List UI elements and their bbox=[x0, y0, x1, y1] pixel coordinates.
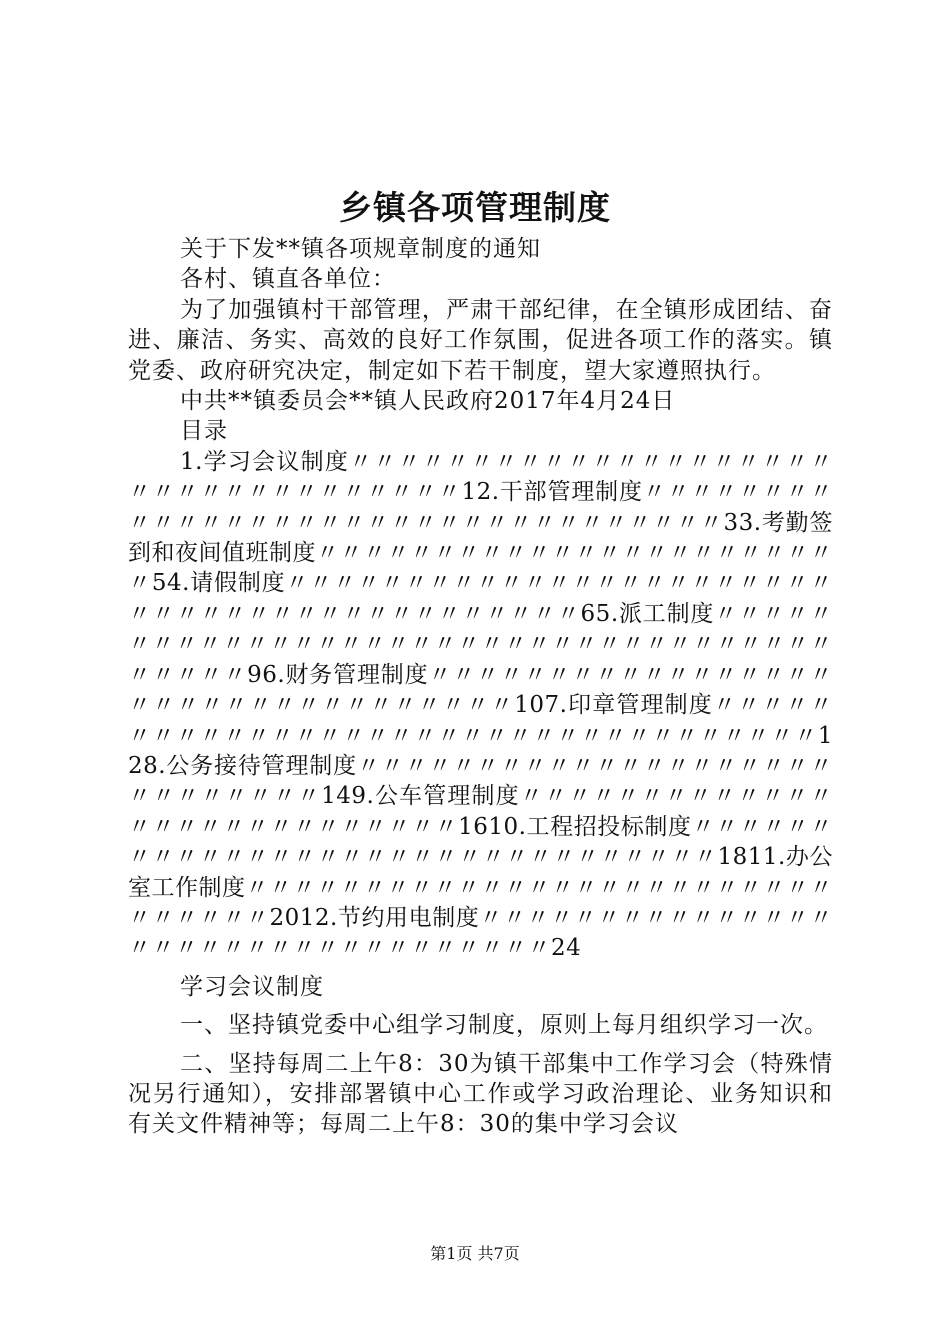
notice-title: 关于下发**镇各项规章制度的通知 bbox=[180, 236, 541, 262]
toc-heading: 目录 bbox=[180, 418, 228, 445]
intro-paragraph: 为了加强镇村干部管理，严肃干部纪律，在全镇形成团结、奋进、廉洁、务实、高效的良好工作氛围，促进各项工作的落实。镇党委、政府研究决定，制定如下若干制度，望大家遵照执行。 bbox=[128, 296, 833, 384]
signature-line: 中共**镇委员会**镇人民政府2017年4月24日 bbox=[180, 388, 676, 415]
paragraph-2: 二、坚持每周二上午8：30为镇干部集中工作学习会（特殊情况另行通知），安排部署镇中心工作或学习政治理论、业务知识和有关文件精神等；每周二上午8：30的集中学习会议 bbox=[128, 1050, 833, 1138]
addressee: 各村、镇直各单位： bbox=[180, 266, 396, 293]
section-heading: 学习会议制度 bbox=[180, 973, 324, 1000]
table-of-contents: 1.学习会议制度〃〃〃〃〃〃〃〃〃〃〃〃〃〃〃〃〃〃〃〃〃〃〃〃〃〃〃〃〃〃〃〃〃〃12.干部管理制度〃〃〃〃〃〃〃〃〃〃〃〃〃〃〃〃〃〃〃〃〃〃〃〃〃〃〃〃〃〃〃〃〃33.考勤签到和夜间值班制度〃〃〃〃〃〃〃〃〃〃〃〃〃〃〃〃〃〃〃〃〃〃〃54.请假制度〃〃〃〃〃〃〃〃〃〃〃〃〃〃〃〃〃〃〃〃〃〃〃〃〃〃〃〃〃〃〃〃〃〃〃〃〃〃〃〃〃〃65.派工制度〃〃〃〃〃〃〃〃〃〃〃〃〃〃〃〃〃〃〃〃〃〃〃〃〃〃〃〃〃〃〃〃〃〃〃〃〃〃〃〃96.财务管理制度〃〃〃〃〃〃〃〃〃〃〃〃〃〃〃〃〃〃〃〃〃〃〃〃〃〃〃〃〃〃〃〃〃107.印章管理制度〃〃〃〃〃〃〃〃〃〃〃〃〃〃〃〃〃〃〃〃〃〃〃〃〃〃〃〃〃〃〃〃〃〃128.公务接待管理制度〃〃〃〃〃〃〃〃〃〃〃〃〃〃〃〃〃〃〃〃〃〃〃〃〃〃〃〃149.公车管理制度〃〃〃〃〃〃〃〃〃〃〃〃〃〃〃〃〃〃〃〃〃〃〃〃〃〃〃1610.工程招投标制度〃〃〃〃〃〃〃〃〃〃〃〃〃〃〃〃〃〃〃〃〃〃〃〃〃〃〃〃〃〃〃1811.办公室工作制度〃〃〃〃〃〃〃〃〃〃〃〃〃〃〃〃〃〃〃〃〃〃〃〃〃〃〃〃〃〃〃2012.节约用电制度〃〃〃〃〃〃〃〃〃〃〃〃〃〃〃〃〃〃〃〃〃〃〃〃〃〃〃〃〃〃〃〃〃24 bbox=[128, 448, 833, 962]
document-title: 乡镇各项管理制度 bbox=[339, 188, 611, 227]
page-footer: 第1页 共7页 bbox=[430, 1244, 520, 1263]
paragraph-1: 一、坚持镇党委中心组学习制度，原则上每月组织学习一次。 bbox=[180, 1012, 828, 1039]
document-body bbox=[128, 234, 833, 1140]
